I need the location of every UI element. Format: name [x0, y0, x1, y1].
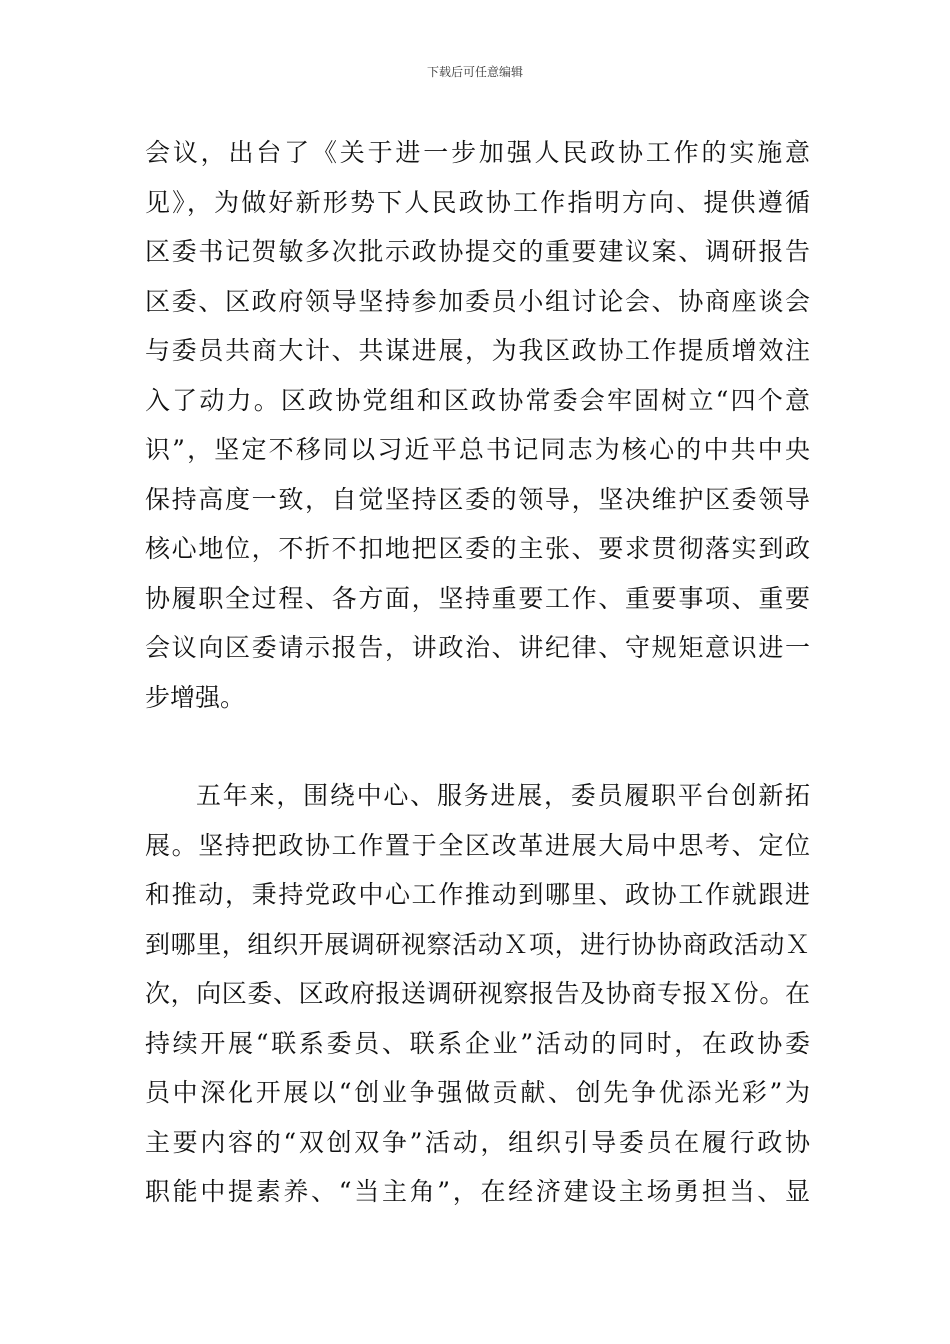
text-line: 协履职全过程、各方面，坚持重要工作、重要事项、重要: [145, 583, 810, 613]
text-line: 职能中提素养、“当主角”，在经济建设主场勇担当、显: [145, 1177, 810, 1206]
text-line: 与委员共商大计、共谋进展，为我区政协工作提质增效注: [145, 336, 810, 365]
page-header: 下载后可任意编辑: [426, 65, 523, 79]
text-line-indented: 五年来，围绕中心、服务进展，委员履职平台创新拓: [196, 781, 810, 810]
text-line: 主要内容的“双创双争”活动，组织引导委员在履行政协: [145, 1127, 810, 1157]
text-line: 会议向区委请示报告，讲政治、讲纪律、守规矩意识进一: [145, 633, 810, 662]
text-line: 和推动，秉持党政中心工作推动到哪里、政协工作就跟进: [145, 880, 810, 909]
text-line: 展。坚持把政协工作置于全区改革进展大局中思考、定位: [145, 830, 810, 860]
text-line: 持续开展“联系委员、联系企业”活动的同时，在政协委: [145, 1028, 810, 1058]
text-line: 次，向区委、区政府报送调研视察报告及协商专报Ｘ份。在: [145, 979, 810, 1008]
text-line: 保持高度一致，自觉坚持区委的领导，坚决维护区委领导: [145, 484, 810, 514]
text-line: 核心地位，不折不扣地把区委的主张、要求贯彻落实到政: [145, 534, 810, 563]
text-line: 区委书记贺敏多次批示政协提交的重要建议案、调研报告: [145, 237, 810, 266]
text-line: 见》，为做好新形势下人民政协工作指明方向、提供遵循: [145, 187, 810, 217]
text-line: 区委、区政府领导坚持参加委员小组讨论会、协商座谈会: [145, 286, 810, 316]
text-line: 会议，出台了《关于进一步加强人民政协工作的实施意: [145, 138, 810, 167]
document-body: [145, 128, 810, 1217]
text-line: 员中深化开展以“创业争强做贡献、创先争优添光彩”为: [145, 1078, 810, 1107]
paragraph-1: [145, 128, 810, 722]
text-line: 入了动力。区政协党组和区政协常委会牢固树立“四个意: [145, 385, 810, 415]
paragraph-2: [145, 771, 810, 1217]
text-line: 识”，坚定不移同以习近平总书记同志为核心的中共中央: [145, 435, 810, 464]
text-line: 步增强。: [145, 682, 246, 712]
text-line: 到哪里，组织开展调研视察活动Ｘ项，进行协协商政活动Ｘ: [145, 929, 810, 959]
paragraph-spacer: [145, 722, 810, 771]
